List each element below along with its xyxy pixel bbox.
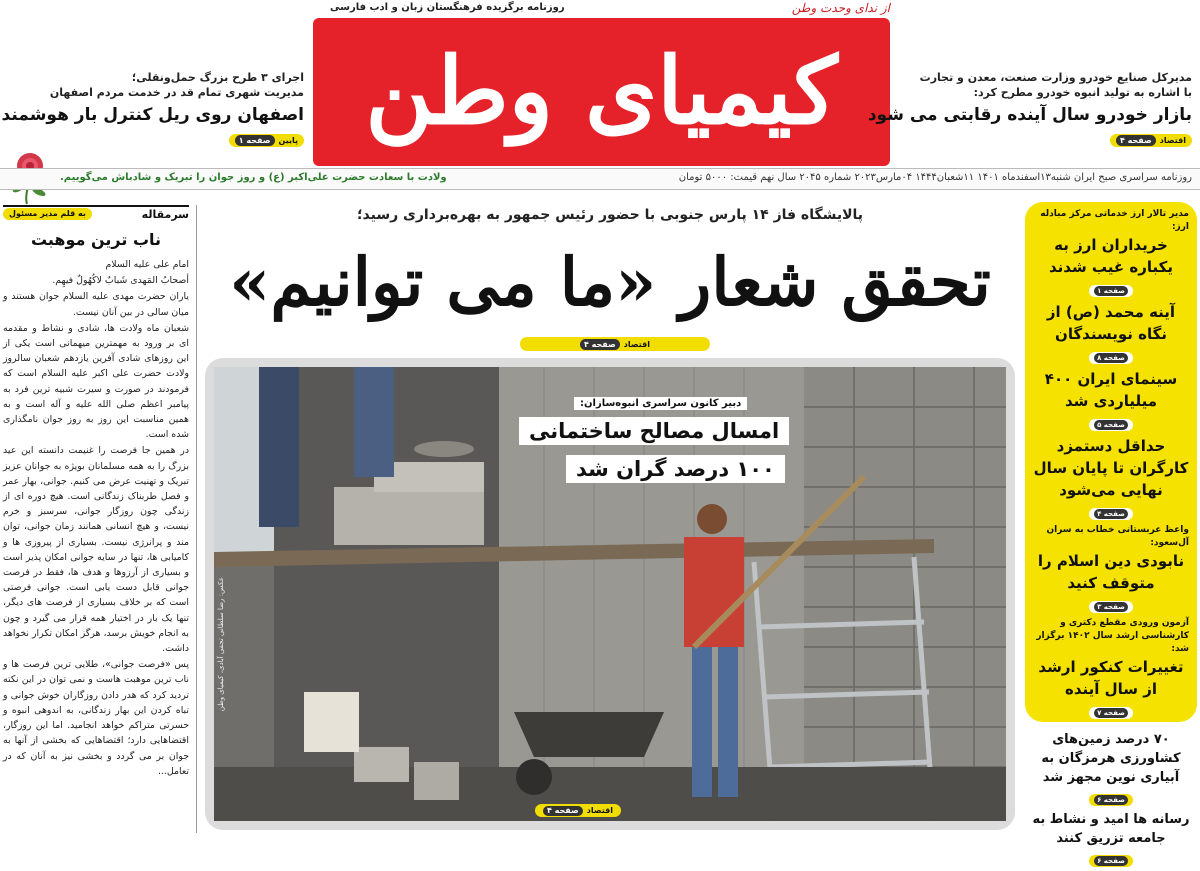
page-label: صفحه ۴	[1094, 509, 1128, 519]
editorial-paragraph: شعبان ماه ولادت ها، شادی و نشاط و مقدمه ای بر ورود به مهمترین میهمانی است یکی از این روزهای شادی آفرین یازدهم شعبان سالروز ولادت حضرت علی اکبر علیه السلام است که فرمودند در صورت و سیرت شبیه ترین فرد به پیامبر اعظم صلی الله علیه و آله است و به همین مناسبت این روز به روز جوان نامگذاری شده است.	[3, 322, 189, 441]
editorial-column	[3, 205, 189, 833]
logo-text: کیمیای وطن	[365, 37, 838, 145]
page-label: صفحه ۴	[580, 339, 620, 350]
sidebar-kicker: واعظ عربستانی خطاب به سران آل‌سعود:	[1046, 525, 1189, 548]
page-label: صفحه ۸	[1094, 353, 1128, 363]
photo-headline-line1[interactable]: امسال مصالح ساختمانی	[519, 417, 789, 445]
page-tag	[1089, 601, 1133, 613]
section-label: اقتصاد	[623, 339, 651, 349]
section-label: پایین	[278, 136, 298, 145]
page-label: صفحه ۶	[1094, 795, 1128, 805]
sidebar-title[interactable]: خریداران ارز به یکباره غیب شدند	[1048, 236, 1173, 276]
issue-meta: روزنامه سراسری صبح ایران شنبه۱۳اسفندماه ۱۴۰۱ ۱۱شعبان۱۴۴۴ ۰۴مارس۲۰۲۳ شماره ۲۰۴۵ سال نهم قیمت: ۵۰۰۰ تومان	[678, 172, 1192, 183]
highlight-box	[1025, 202, 1197, 722]
main-surtitle: پالایشگاه فاز ۱۴ پارس جنوبی با حضور رئیس جمهور به بهره‌برداری رسید؛	[356, 207, 864, 223]
page-label: صفحه ۷	[1094, 708, 1128, 718]
tease-left-title[interactable]: اصفهان روی ریل کنترل بار هوشمند	[1, 105, 304, 125]
info-strip	[0, 168, 1200, 190]
masthead	[0, 0, 1200, 168]
page-label: صفحه ۱	[1094, 286, 1128, 296]
sidebar-title[interactable]: نابودی دین اسلام را متوقف کنید	[1037, 552, 1185, 592]
page-tag	[1089, 855, 1133, 867]
page-tag	[1089, 794, 1133, 806]
photo-frame	[205, 358, 1015, 830]
editorial-header	[3, 205, 189, 221]
editorial-title[interactable]: ناب ترین موهبت	[30, 230, 162, 249]
editorial-paragraph: یاران حضرت مهدی علیه السلام جوان هستند و میان سالی در بین آنان نیست.	[3, 291, 189, 318]
page-tag	[535, 804, 621, 817]
tagline: روزنامه برگزیده فرهنگستان زبان و ادب فارسی	[330, 2, 565, 13]
page-tag	[1089, 707, 1133, 719]
page-label: صفحه ۴	[1116, 135, 1156, 146]
page-label: صفحه ۳	[1094, 602, 1128, 612]
sidebar-item[interactable]	[1033, 617, 1189, 723]
sidebar-item[interactable]	[1033, 208, 1189, 301]
sidebar-title[interactable]: آینه محمد (ص) از نگاه نویسندگان	[1046, 303, 1176, 343]
sidebar-title[interactable]: ۷۰ درصد زمین‌های کشاورزی هرمزگان به آبیاری نوین مجهز شد	[1041, 732, 1181, 785]
editorial-paragraph: در همین جا فرصت را غنیمت دانسته این عید بزرگ را به همه مسلمانان بویژه به جوانان عزیز تبریک و تهنیت عرض می کنیم. جوانی، بهار عمر و فصل طربناک زندگانی است. هیچ دوره ای از زندگی چون روزگار جوانی، سرسبز و خرم نیست، و هیچ انسانی همانند زمان جوانی، توان مند و پرانرژی نیست. بسیاری از پیروزی ها و کامیابی ها، تنها در سایه جوانی امکان پذیر است و بسیاری از آرزوها و هدف ها، فقط در فرصت جوانی قابل دست یابی است. جوانی فرصتی است که بر خلاف بسیاری از فرصت های دیگر، تنها یک بار در اختیار همه قرار می گیرد و چون به انجام خویش برسد، هرگز امکان تکرار نخواهد داشت.	[3, 445, 189, 655]
tease-right-kicker2: با اشاره به تولید انبوه خودرو مطرح کرد:	[973, 86, 1192, 99]
tease-right[interactable]	[867, 70, 1192, 147]
sidebar-title[interactable]: رسانه ها امید و نشاط به جامعه تزریق کنند	[1032, 812, 1190, 846]
page-label: صفحه ۶	[1094, 856, 1128, 866]
main-photo[interactable]	[214, 367, 1006, 821]
greeting-text: ولادت با سعادت حضرت علی‌اکبر (ع) و روز جوان را تبریک و شادباش می‌گوییم.	[60, 172, 447, 183]
sidebar-item[interactable]	[1025, 810, 1197, 871]
page-tag	[1089, 508, 1133, 520]
page-label: صفحه ۱	[235, 135, 275, 146]
editorial-paragraph: أصحابُ المَهدی شَبابٌ لاکُهُولٌ فیهِم.	[52, 275, 189, 287]
tease-left-kicker2: مدیریت شهری تمام قد در خدمت مردم اصفهان	[49, 86, 304, 99]
sidebar-white-items	[1025, 730, 1197, 871]
section-label: اقتصاد	[586, 806, 614, 815]
page-tag	[520, 337, 710, 351]
tease-left-kicker1: اجرای ۳ طرح بزرگ حمل‌ونقلی؛	[131, 71, 304, 84]
main-headline[interactable]: تحقق شعار «ما می توانیم»	[229, 243, 991, 321]
sidebar-item[interactable]	[1033, 368, 1189, 435]
photo-credit: عکس: رضا سلطانی تجفی آبادی، کیمیای وطن	[217, 577, 225, 712]
page-tag	[1089, 285, 1133, 297]
tease-right-kicker1: مدیرکل صنایع خودرو وزارت صنعت، معدن و تجارت	[919, 71, 1192, 84]
page-label: صفحه ۴	[543, 806, 583, 816]
page-tag	[1110, 134, 1192, 147]
page-tag	[1089, 419, 1133, 431]
sidebar-title[interactable]: تغییرات کنکور ارشد از سال آینده	[1038, 658, 1184, 698]
sidebar-kicker: مدیر تالار ارز خدماتی مرکز مبادله ارز:	[1040, 209, 1189, 232]
sidebar-item[interactable]	[1033, 435, 1189, 524]
news-sidebar	[1025, 202, 1197, 865]
tease-right-title[interactable]: بازار خودرو سال آینده رقابتی می شود	[867, 105, 1192, 125]
newspaper-logo[interactable]	[313, 18, 890, 166]
page-tag	[1089, 352, 1133, 364]
editorial-body	[3, 257, 189, 779]
sidebar-kicker: آزمون ورودی مقطع دکتری و کارشناسی ارشد سال ۱۴۰۲ برگزار شد:	[1036, 618, 1189, 654]
editorial-paragraph: امام علی علیه السلام	[105, 259, 189, 270]
column-divider	[196, 205, 197, 833]
slogan: از ندای وحدت وطن	[791, 1, 890, 15]
sidebar-title[interactable]: سینمای ایران ۴۰۰ میلیاردی شد	[1044, 370, 1178, 410]
editorial-byline: به قلم مدیر مسئول	[3, 208, 92, 220]
sidebar-item[interactable]	[1025, 730, 1197, 810]
tease-left[interactable]	[1, 70, 304, 147]
page-tag	[229, 134, 304, 147]
editorial-label: سرمقاله	[141, 207, 189, 221]
sidebar-title[interactable]: حداقل دستمزد کارگران تا پایان سال نهایی می‌شود	[1033, 437, 1189, 499]
sidebar-item[interactable]	[1033, 524, 1189, 617]
editorial-paragraph: پس «فرصت جوانی»، طلایی ترین فرصت ها و ناب ترین موهبت هاست و نمی توان در این نکته تردید کرد که هدر دادن روزگاران خوش جوانی و تباه کردن این بهار زندگانی، به اندوهی انبوه و حسرتی متراکم خواهد انجامید. اما این روزگار، اقتضاهایی دارد؛ اقتضاهایی که بخشی از آنها به جوان بر می گردد و بخشی نیز به آنان که در تعامل...	[3, 659, 189, 777]
page-label: صفحه ۵	[1094, 420, 1128, 430]
photo-headline-line2[interactable]: ۱۰۰ درصد گران شد	[566, 455, 785, 483]
section-label: اقتصاد	[1159, 136, 1186, 145]
sidebar-item[interactable]	[1033, 301, 1189, 368]
photo-kicker: دبیر کانون سراسری انبوه‌سازان:	[574, 397, 747, 410]
